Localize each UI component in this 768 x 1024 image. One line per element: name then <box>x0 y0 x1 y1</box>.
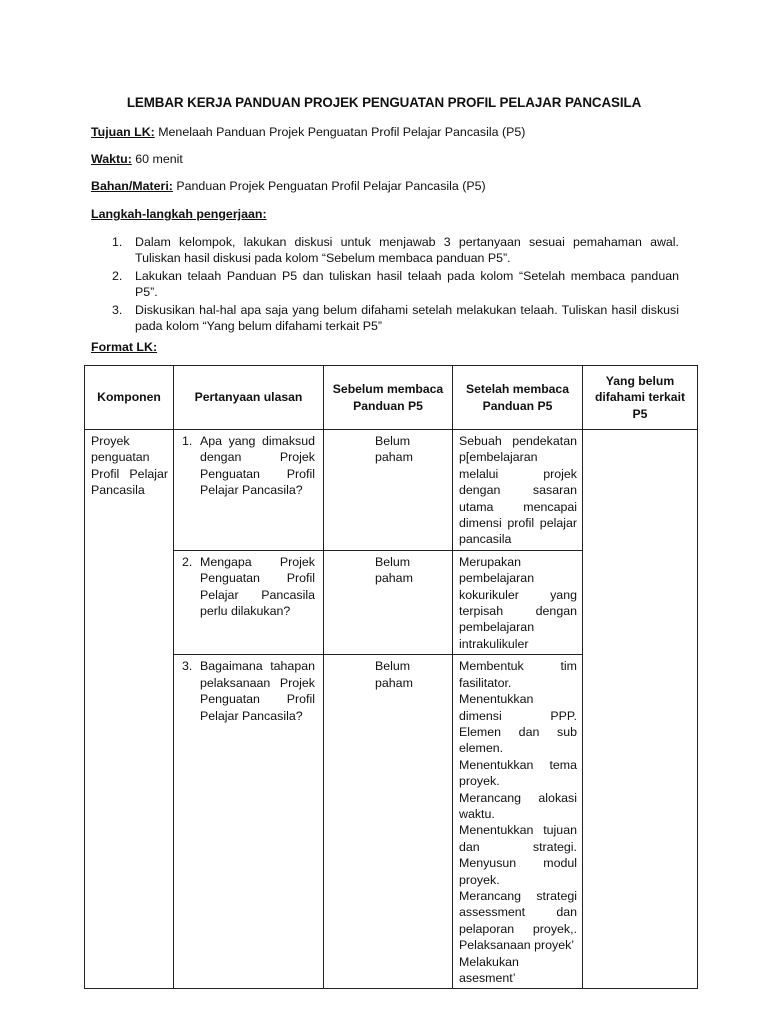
after-step-item: Menentukkan dimensi PPP. Elemen dan sub elemen. <box>459 692 577 756</box>
question-cell <box>174 655 324 989</box>
before-cell <box>324 550 453 654</box>
after-step-item: Merancang alokasi waktu. <box>459 790 577 821</box>
after-cell <box>453 430 583 551</box>
question-text: Bagaimana tahapan pelaksanaan Projek Penguatan Profil Pelajar Pancasila? <box>200 659 315 723</box>
format-line <box>91 339 157 355</box>
question-text: Mengapa Projek Penguatan Profil Pelajar Pancasila perlu dilakukan? <box>200 554 315 619</box>
tujuan-label: Tujuan LK: <box>91 125 155 139</box>
komponen-text: Proyek penguatan Profil Pelajar Pancasila <box>91 434 168 498</box>
after-step-item: Melakukan asesment’ <box>459 954 519 985</box>
question-text: Apa yang dimaksud dengan Projek Penguatan Profil Pelajar Pancasila? <box>200 434 315 498</box>
before-text: Belum paham <box>375 659 413 690</box>
table-row <box>85 430 698 551</box>
header-belum-difahami: Yang belum difahami terkait P5 <box>583 366 698 430</box>
after-step-item: Membentuk tim fasilitator. <box>459 659 577 690</box>
after-step-item: Merancang strategi assessment dan pelaporan proyek,. <box>459 888 577 936</box>
tujuan-value: Menelaah Panduan Projek Penguatan Profil Pelajar Pancasila (P5) <box>154 125 526 139</box>
before-text: Belum paham <box>375 554 413 586</box>
bahan-line <box>91 178 486 194</box>
before-text: Belum paham <box>375 434 413 465</box>
table-header-row <box>85 366 698 430</box>
question-cell <box>174 430 324 551</box>
step-item <box>91 268 679 301</box>
step-number: 2. <box>112 268 123 283</box>
format-label: Format LK: <box>91 340 158 354</box>
after-steps-list <box>453 655 582 988</box>
step-item <box>91 302 679 335</box>
step-number: 1. <box>112 235 123 249</box>
langkah-line <box>91 206 267 222</box>
tujuan-line <box>91 124 525 140</box>
before-cell <box>324 430 453 551</box>
bahan-label: Bahan/Materi: <box>91 179 173 193</box>
header-komponen: Komponen <box>85 366 174 430</box>
step-item <box>91 234 679 267</box>
lk-table <box>84 365 698 989</box>
step-text: Diskusikan hal-hal apa saja yang belum difahami setelah melakukan telaah. Tuliskan hasil diskusi pada kolom “Yang belum difahami terkait P5” <box>135 302 679 334</box>
question-number: 3. <box>182 659 193 674</box>
after-step-item: Menentukkan tujuan dan strategi. <box>459 823 577 854</box>
question-cell <box>174 550 324 654</box>
header-sebelum: Sebelum membaca Panduan P5 <box>324 366 453 430</box>
not-understood-cell[interactable] <box>583 430 698 989</box>
after-step-item: Menyusun modul proyek. <box>459 856 577 887</box>
not-understood-text <box>583 430 697 435</box>
after-step-item: Pelaksanaan proyek’ <box>459 938 575 953</box>
after-step-item: Menentukkan tema proyek. <box>459 757 577 789</box>
header-setelah: Setelah membaca Panduan P5 <box>453 366 583 430</box>
after-text: Sebuah pendekatan p[embelajaran melalui projek dengan sasaran utama mencapai dimensi profil pelajar pancasila <box>459 434 577 547</box>
bahan-value: Panduan Projek Penguatan Profil Pelajar Pancasila (P5) <box>172 179 486 193</box>
komponen-cell <box>85 430 174 989</box>
steps-list <box>91 234 679 335</box>
after-cell <box>453 655 583 989</box>
document-title: LEMBAR KERJA PANDUAN PROJEK PENGUATAN PROFIL PELAJAR PANCASILA <box>126 95 642 110</box>
step-number: 3. <box>112 302 123 317</box>
waktu-value: 60 menit <box>131 152 183 166</box>
question-number: 1. <box>182 434 193 448</box>
header-pertanyaan: Pertanyaan ulasan <box>174 366 324 430</box>
waktu-line <box>91 151 183 167</box>
before-cell <box>324 655 453 989</box>
step-text: Lakukan telaah Panduan P5 dan tuliskan hasil telaah pada kolom “Setelah membaca panduan P5”. <box>135 268 679 300</box>
after-cell <box>453 550 583 654</box>
waktu-label: Waktu: <box>91 152 132 166</box>
after-text: Merupakan pembelajaran kokurikuler yang terpisah dengan pembelajaran intrakulikuler <box>459 554 577 651</box>
step-text: Dalam kelompok, lakukan diskusi untuk menjawab 3 pertanyaan sesuai pemahaman awal. Tuliskan hasil diskusi pada kolom “Sebelum membaca panduan P5”. <box>135 235 679 266</box>
question-number: 2. <box>182 554 193 569</box>
langkah-label: Langkah-langkah pengerjaan: <box>91 207 267 221</box>
